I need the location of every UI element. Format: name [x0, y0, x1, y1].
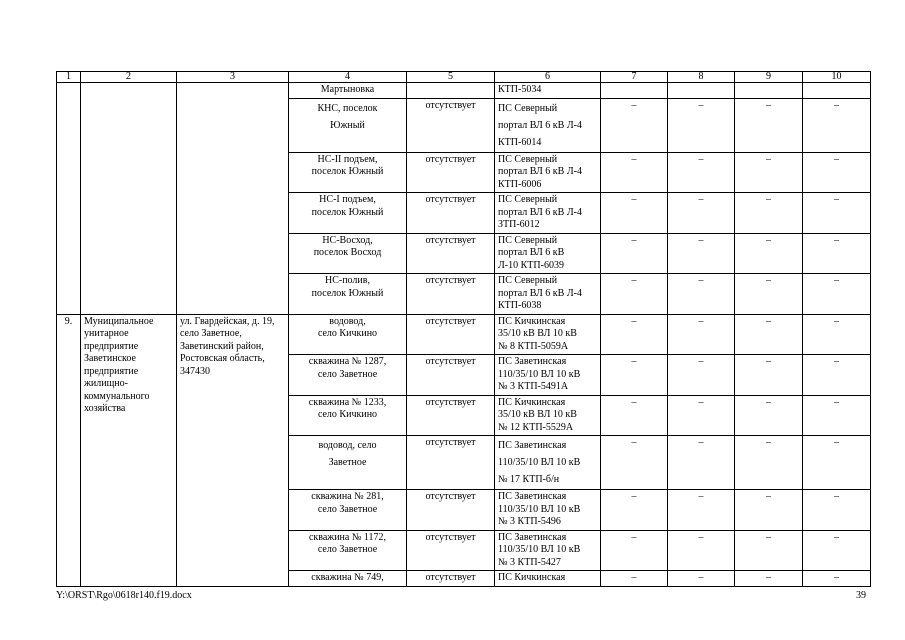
cell-line: КТП-5034	[498, 84, 542, 95]
cell-object	[289, 152, 407, 193]
cell-line: ул. Гвардейская, д. 19,	[180, 315, 275, 327]
cell-dash: –	[601, 355, 668, 396]
cell-line: 35/10 кВ ВЛ 10 кВ	[498, 409, 577, 420]
cell-line: поселок Южный	[311, 206, 384, 218]
cell-status: отсутствует	[407, 314, 495, 355]
footer-file-path: Y:\ORST\Rgo\0618r140.f19.docx	[56, 590, 192, 601]
col-header: 6	[495, 72, 601, 83]
cell-dash: –	[803, 571, 871, 587]
cell-status: отсутствует	[407, 571, 495, 587]
cell-dash: –	[668, 233, 735, 274]
col-header: 8	[668, 72, 735, 83]
cell-dash: –	[735, 98, 803, 152]
cell-dash: –	[601, 530, 668, 571]
cell-object	[289, 355, 407, 396]
cell-line: ПС Кичкинская	[498, 315, 566, 327]
cell-line: ПС Заветинская	[498, 531, 567, 543]
cell-line: 110/35/10 ВЛ 10 кВ	[498, 368, 581, 380]
cell-substation	[495, 571, 601, 587]
cell-dash: –	[735, 233, 803, 274]
cell-organization	[81, 83, 177, 315]
cell-line: КТП-6006	[498, 178, 542, 190]
cell-dash	[803, 83, 871, 99]
cell-line: Южный	[330, 119, 365, 131]
cell-substation	[495, 314, 601, 355]
cell-dash: –	[735, 274, 803, 315]
cell-dash: –	[735, 436, 803, 490]
cell-object	[289, 395, 407, 436]
cell-line: КНС, поселок	[317, 102, 378, 114]
cell-dash: –	[601, 193, 668, 234]
cell-dash: –	[601, 571, 668, 587]
cell-dash: –	[601, 314, 668, 355]
cell-line: № 3 КТП-5427	[498, 556, 561, 568]
cell-line: село Кичкино	[317, 328, 378, 339]
cell-line: № 3 КТП-5496	[498, 516, 561, 527]
cell-status: отсутствует	[407, 193, 495, 234]
cell-line: ЗТП-6012	[498, 219, 540, 230]
cell-dash: –	[668, 98, 735, 152]
cell-status	[407, 83, 495, 99]
cell-line: Заветинский район,	[180, 340, 264, 352]
cell-status: отсутствует	[407, 152, 495, 193]
cell-object	[289, 571, 407, 587]
cell-dash	[668, 83, 735, 99]
cell-dash: –	[601, 233, 668, 274]
cell-line: НС-Восход,	[322, 234, 373, 246]
cell-dash: –	[735, 355, 803, 396]
cell-dash: –	[668, 530, 735, 571]
cell-line: скважина № 749,	[311, 572, 384, 583]
cell-dash: –	[601, 395, 668, 436]
cell-line: НС-II подъем,	[317, 153, 378, 165]
cell-substation	[495, 436, 601, 490]
table-body	[57, 72, 871, 587]
col-header: 4	[289, 72, 407, 83]
cell-object	[289, 193, 407, 234]
cell-substation	[495, 83, 601, 99]
cell-dash: –	[803, 355, 871, 396]
cell-object	[289, 530, 407, 571]
cell-line: село Заветное	[317, 503, 378, 515]
cell-line: скважина № 281,	[311, 491, 384, 502]
cell-line: Заветинское	[84, 353, 136, 364]
cell-dash: –	[601, 274, 668, 315]
cell-object	[289, 233, 407, 274]
cell-line: село Заветное,	[180, 328, 242, 339]
cell-line: ПС Заветинская	[498, 440, 567, 451]
cell-line: портал ВЛ 6 кВ Л-4	[498, 206, 582, 218]
cell-line: 110/35/10 ВЛ 10 кВ	[498, 544, 581, 555]
cell-line: водовод,	[329, 315, 366, 327]
cell-line: предприятие	[84, 365, 139, 377]
cell-line: коммунального	[84, 390, 150, 402]
cell-line: село Заветное	[317, 544, 378, 555]
cell-dash: –	[668, 193, 735, 234]
cell-substation	[495, 530, 601, 571]
cell-line: Муниципальное	[84, 315, 154, 327]
cell-substation	[495, 152, 601, 193]
cell-line: НС-I подъем,	[319, 194, 376, 205]
cell-dash: –	[668, 436, 735, 490]
cell-dash: –	[668, 152, 735, 193]
cell-line: Заветное	[328, 457, 367, 468]
col-header: 3	[177, 72, 289, 83]
cell-line: КТП-6014	[498, 136, 542, 148]
col-header: 1	[57, 72, 81, 83]
cell-line: портал ВЛ 6 кВ Л-4	[498, 119, 582, 131]
table-row	[57, 314, 871, 355]
cell-dash: –	[668, 395, 735, 436]
cell-dash: –	[668, 571, 735, 587]
cell-dash: –	[668, 314, 735, 355]
cell-number: 9.	[57, 314, 81, 586]
cell-line: скважина № 1233,	[308, 396, 387, 408]
cell-dash: –	[735, 314, 803, 355]
cell-dash: –	[668, 355, 735, 396]
cell-line: ПС Северный	[498, 102, 558, 114]
cell-organization	[81, 314, 177, 586]
cell-line: портал ВЛ 6 кВ Л-4	[498, 287, 582, 299]
cell-line: № 8 КТП-5059А	[498, 340, 569, 352]
cell-line: скважина № 1287,	[308, 356, 387, 367]
cell-substation	[495, 233, 601, 274]
col-header: 2	[81, 72, 177, 83]
footer-page-number: 39	[856, 590, 866, 601]
cell-dash: –	[735, 490, 803, 531]
col-header: 5	[407, 72, 495, 83]
cell-status: отсутствует	[407, 490, 495, 531]
header-row	[57, 72, 871, 83]
cell-line: Ростовская область,	[180, 353, 265, 364]
cell-dash: –	[735, 530, 803, 571]
col-header: 9	[735, 72, 803, 83]
cell-dash: –	[668, 490, 735, 531]
cell-line: ПС Северный	[498, 153, 558, 165]
cell-line: 347430	[180, 365, 210, 377]
cell-object	[289, 83, 407, 99]
cell-substation	[495, 355, 601, 396]
cell-line: 110/35/10 ВЛ 10 кВ	[498, 503, 581, 515]
cell-line: поселок Восход	[313, 247, 382, 258]
cell-line: № 3 КТП-5491А	[498, 381, 569, 392]
cell-address	[177, 83, 289, 315]
cell-dash: –	[735, 395, 803, 436]
data-table	[56, 71, 871, 587]
cell-dash: –	[668, 274, 735, 315]
cell-dash: –	[735, 193, 803, 234]
cell-line: ПС Кичкинская	[498, 572, 566, 583]
cell-dash: –	[601, 490, 668, 531]
cell-dash: –	[803, 98, 871, 152]
cell-line: КТП-6038	[498, 300, 542, 311]
cell-substation	[495, 274, 601, 315]
cell-status: отсутствует	[407, 436, 495, 490]
cell-line: ПС Северный	[498, 275, 558, 286]
cell-dash: –	[803, 233, 871, 274]
cell-line: унитарное	[84, 328, 129, 339]
cell-object	[289, 314, 407, 355]
cell-status: отсутствует	[407, 274, 495, 315]
cell-line: село Кичкино	[317, 409, 378, 420]
cell-line: № 17 КТП-б/н	[498, 474, 560, 485]
cell-address	[177, 314, 289, 586]
cell-line: поселок Южный	[311, 287, 384, 299]
cell-dash: –	[803, 436, 871, 490]
cell-line: Мартыновка	[320, 84, 375, 95]
cell-dash: –	[803, 395, 871, 436]
cell-dash: –	[803, 193, 871, 234]
cell-line: село Заветное	[317, 368, 378, 380]
cell-dash: –	[601, 98, 668, 152]
cell-dash: –	[735, 571, 803, 587]
cell-line: НС-полив,	[324, 275, 370, 286]
cell-substation	[495, 490, 601, 531]
cell-line: ПС Кичкинская	[498, 396, 566, 408]
cell-object	[289, 436, 407, 490]
cell-status: отсутствует	[407, 530, 495, 571]
cell-object	[289, 98, 407, 152]
cell-line: портал ВЛ 6 кВ	[498, 247, 565, 258]
cell-line: поселок Южный	[311, 166, 384, 177]
cell-substation	[495, 395, 601, 436]
cell-dash: –	[803, 490, 871, 531]
cell-line: 35/10 кВ ВЛ 10 кВ	[498, 328, 577, 339]
cell-dash	[601, 83, 668, 99]
cell-line: ПС Северный	[498, 194, 558, 205]
col-header: 7	[601, 72, 668, 83]
cell-dash: –	[803, 314, 871, 355]
table-row	[57, 83, 871, 99]
cell-line: ПС Северный	[498, 234, 558, 246]
cell-dash: –	[803, 530, 871, 571]
cell-dash: –	[601, 152, 668, 193]
cell-dash: –	[803, 152, 871, 193]
cell-number	[57, 83, 81, 315]
cell-line: ПС Заветинская	[498, 356, 567, 367]
cell-line: № 12 КТП-5529А	[498, 421, 574, 433]
cell-dash	[735, 83, 803, 99]
cell-line: скважина № 1172,	[308, 531, 387, 543]
cell-line: Л-10 КТП-6039	[498, 259, 564, 271]
cell-dash: –	[735, 152, 803, 193]
cell-line: жилищно-	[84, 378, 128, 389]
col-header: 10	[803, 72, 871, 83]
cell-status: отсутствует	[407, 355, 495, 396]
cell-line: ПС Заветинская	[498, 491, 567, 502]
cell-status: отсутствует	[407, 98, 495, 152]
cell-line: 110/35/10 ВЛ 10 кВ	[498, 457, 581, 468]
cell-dash: –	[803, 274, 871, 315]
cell-line: портал ВЛ 6 кВ Л-4	[498, 166, 582, 177]
cell-substation	[495, 193, 601, 234]
cell-substation	[495, 98, 601, 152]
cell-line: хозяйства	[84, 403, 126, 414]
cell-line: водовод, село	[318, 440, 377, 451]
cell-status: отсутствует	[407, 233, 495, 274]
cell-object	[289, 274, 407, 315]
cell-object	[289, 490, 407, 531]
cell-dash: –	[601, 436, 668, 490]
cell-status: отсутствует	[407, 395, 495, 436]
cell-line: предприятие	[84, 340, 139, 352]
